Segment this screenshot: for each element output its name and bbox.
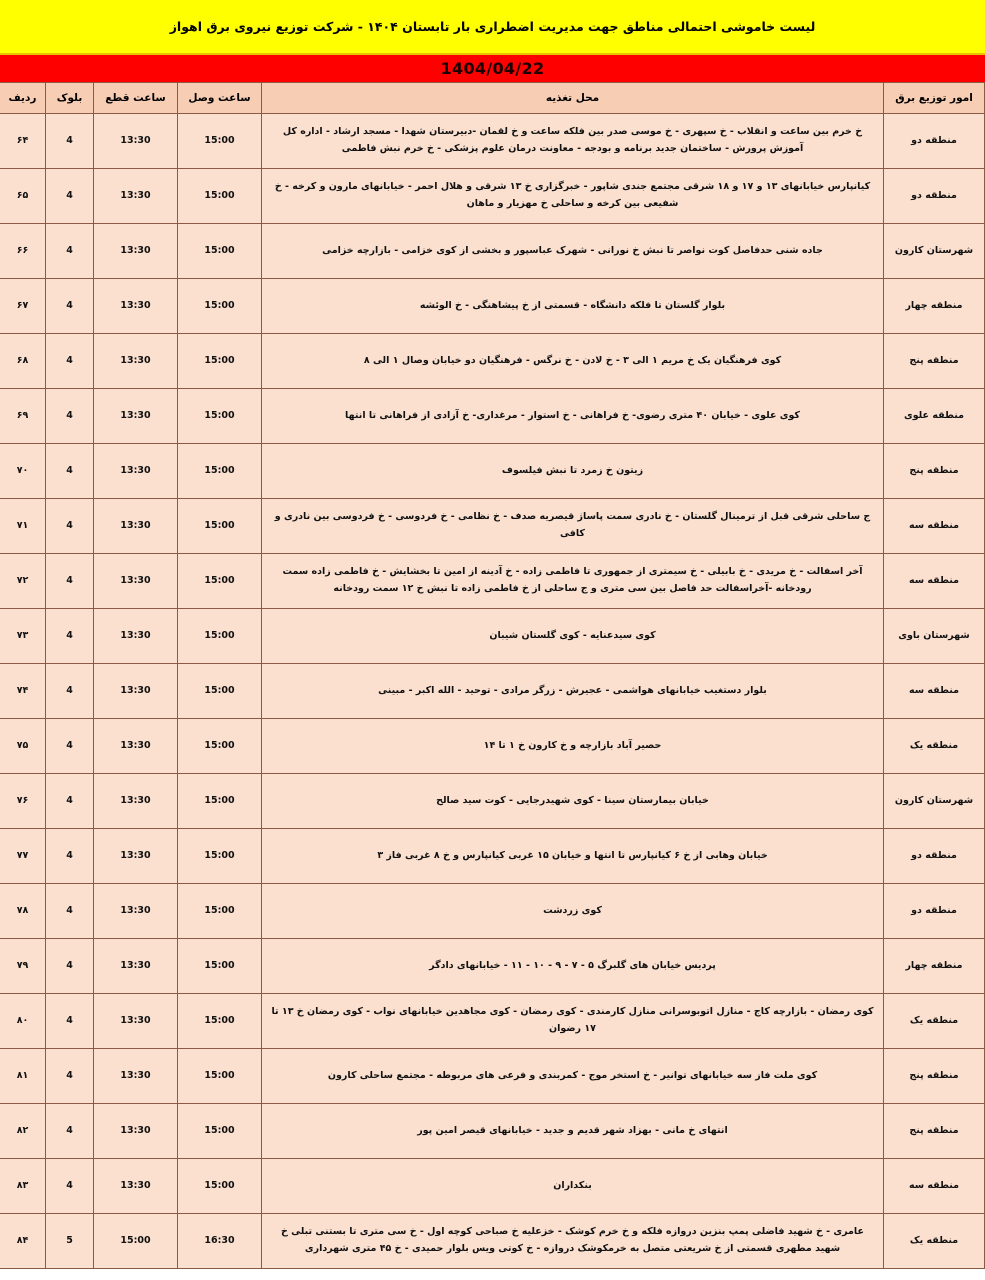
cell-outage-time: 13:30 <box>94 609 178 664</box>
cell-block: 4 <box>46 114 94 169</box>
cell-distribution-office: منطقه پنج <box>884 334 985 389</box>
cell-feed-location: ج ساحلی شرقی قبل از ترمینال گلستان - خ نادری سمت پاساژ قیصریه صدف - خ نظامی - خ فردوسی - خ فردوسی بین نادری و کافی <box>262 499 884 554</box>
cell-restore-time: 15:00 <box>178 169 262 224</box>
cell-block: 5 <box>46 1214 94 1269</box>
cell-restore-time: 15:00 <box>178 1104 262 1159</box>
cell-outage-time: 13:30 <box>94 114 178 169</box>
column-header-distribution-office: امور توزیع برق <box>884 83 985 114</box>
cell-outage-time: 13:30 <box>94 1104 178 1159</box>
cell-distribution-office: منطقه سه <box>884 499 985 554</box>
cell-feed-location: کیانپارس خیابانهای ۱۳ و ۱۷ و ۱۸ شرقی مجتمع جندی شاپور - خبرگزاری خ ۱۳ شرقی و هلال احمر - خیابانهای مارون و کرخه - خ شفیعی بین کرخه و ساحلی خ مهزیار و ماهان <box>262 169 884 224</box>
cell-block: 4 <box>46 939 94 994</box>
cell-restore-time: 15:00 <box>178 279 262 334</box>
cell-distribution-office: منطقه یک <box>884 994 985 1049</box>
page-title: لیست خاموشی احتمالی مناطق جهت مدیریت اضطراری بار تابستان ۱۴۰۴ - شرکت توزیع نیروی برق اهواز <box>169 18 816 34</box>
cell-distribution-office: منطقه یک <box>884 1214 985 1269</box>
cell-feed-location: کوی زردشت <box>262 884 884 939</box>
cell-row-number: ۷۴ <box>0 664 46 719</box>
cell-restore-time: 16:30 <box>178 1214 262 1269</box>
cell-outage-time: 13:30 <box>94 1159 178 1214</box>
cell-outage-time: 13:30 <box>94 279 178 334</box>
cell-feed-location: خیابان وهابی از خ ۶ کیانپارس تا انتها و خیابان ۱۵ غربی کیانپارس و خ ۸ غربی فاز ۳ <box>262 829 884 884</box>
cell-block: 4 <box>46 334 94 389</box>
cell-restore-time: 15:00 <box>178 444 262 499</box>
cell-distribution-office: منطقه علوی <box>884 389 985 444</box>
cell-block: 4 <box>46 444 94 499</box>
cell-restore-time: 15:00 <box>178 334 262 389</box>
table-row <box>0 719 985 774</box>
cell-outage-time: 13:30 <box>94 829 178 884</box>
column-header-feed-location: محل تغذیه <box>262 83 884 114</box>
cell-outage-time: 15:00 <box>94 1214 178 1269</box>
cell-distribution-office: منطقه سه <box>884 664 985 719</box>
cell-row-number: ۶۶ <box>0 224 46 279</box>
cell-row-number: ۷۹ <box>0 939 46 994</box>
table-row <box>0 1159 985 1214</box>
cell-row-number: ۷۶ <box>0 774 46 829</box>
cell-distribution-office: شهرستان کارون <box>884 774 985 829</box>
cell-outage-time: 13:30 <box>94 774 178 829</box>
cell-block: 4 <box>46 499 94 554</box>
cell-distribution-office: منطقه چهار <box>884 939 985 994</box>
cell-block: 4 <box>46 719 94 774</box>
cell-restore-time: 15:00 <box>178 939 262 994</box>
column-header-restore-time: ساعت وصل <box>178 83 262 114</box>
cell-feed-location: کوی سیدعنایه - کوی گلستان شیبان <box>262 609 884 664</box>
cell-feed-location: خیابان بیمارستان سینا - کوی شهیدرجایی - کوت سید صالح <box>262 774 884 829</box>
cell-outage-time: 13:30 <box>94 554 178 609</box>
cell-distribution-office: منطقه دو <box>884 114 985 169</box>
cell-restore-time: 15:00 <box>178 884 262 939</box>
cell-outage-time: 13:30 <box>94 334 178 389</box>
cell-row-number: ۷۲ <box>0 554 46 609</box>
table-row <box>0 939 985 994</box>
table-row <box>0 279 985 334</box>
table-row <box>0 664 985 719</box>
date-banner <box>0 55 985 82</box>
cell-feed-location: آخر اسفالت - خ مریدی - خ بابیلی - خ سیمتری از جمهوری تا فاطمی زاده - خ آدینه از امین تا بخشایش - خ فاطمی زاده سمت رودخانه -آخراسفالت حد فاصل بین سی متری و ج ساحلی از خ فاطمی زاده تا نبش خ ۱۲ سمت رودخانه <box>262 554 884 609</box>
cell-feed-location: انتهای خ مانی - بهزاد شهر قدیم و جدید - خیابانهای قیصر امین پور <box>262 1104 884 1159</box>
cell-feed-location: زیتون خ زمرد تا نبش فیلسوف <box>262 444 884 499</box>
cell-outage-time: 13:30 <box>94 939 178 994</box>
cell-restore-time: 15:00 <box>178 1159 262 1214</box>
title-banner <box>0 0 985 55</box>
cell-distribution-office: منطقه پنج <box>884 1049 985 1104</box>
cell-row-number: ۶۴ <box>0 114 46 169</box>
table-row <box>0 994 985 1049</box>
cell-distribution-office: منطقه دو <box>884 829 985 884</box>
cell-outage-time: 13:30 <box>94 719 178 774</box>
table-row <box>0 114 985 169</box>
column-header-block: بلوک <box>46 83 94 114</box>
cell-row-number: ۷۵ <box>0 719 46 774</box>
table-row <box>0 499 985 554</box>
cell-feed-location: عامری - خ شهید فاضلی پمپ بنزین دروازه فلکه و خ خرم کوشک - خزعلیه خ صباحی کوچه اول - خ سی متری تا بستنی تبلی خ شهید مطهری قسمتی از خ شریعتی متصل به خرمکوشک دروازه - خ کوتی ویس بلوار حمیدی - خ ۴۵ متری شهرداری <box>262 1214 884 1269</box>
cell-outage-time: 13:30 <box>94 994 178 1049</box>
table-row <box>0 334 985 389</box>
cell-block: 4 <box>46 279 94 334</box>
cell-restore-time: 15:00 <box>178 774 262 829</box>
schedule-date: 1404/04/22 <box>440 59 545 78</box>
cell-row-number: ۷۷ <box>0 829 46 884</box>
cell-feed-location: حصیر آباد بازارچه و خ کارون خ ۱ تا ۱۴ <box>262 719 884 774</box>
cell-restore-time: 15:00 <box>178 719 262 774</box>
cell-feed-location: خ خرم بین ساعت و انقلاب - خ سپهری - خ موسی صدر بین فلکه ساعت و خ لقمان -دبیرستان شهدا - مسجد ارشاد - اداره کل آموزش پرورش - ساختمان جدید برنامه و بودجه - معاونت درمان علوم پزشکی - خ خرم نبش فاطمی <box>262 114 884 169</box>
cell-row-number: ۸۱ <box>0 1049 46 1104</box>
cell-block: 4 <box>46 1104 94 1159</box>
cell-outage-time: 13:30 <box>94 664 178 719</box>
table-row <box>0 774 985 829</box>
cell-restore-time: 15:00 <box>178 499 262 554</box>
table-header-row <box>0 83 985 114</box>
cell-restore-time: 15:00 <box>178 389 262 444</box>
cell-block: 4 <box>46 1159 94 1214</box>
cell-distribution-office: منطقه سه <box>884 1159 985 1214</box>
cell-block: 4 <box>46 169 94 224</box>
cell-row-number: ۷۰ <box>0 444 46 499</box>
cell-row-number: ۶۷ <box>0 279 46 334</box>
cell-row-number: ۸۴ <box>0 1214 46 1269</box>
table-row <box>0 224 985 279</box>
cell-row-number: ۶۸ <box>0 334 46 389</box>
cell-feed-location: جاده شنی حدفاصل کوت نواصر تا نبش خ نورانی - شهرک عباسپور و بخشی از کوی خزامی - بازارچه خزامی <box>262 224 884 279</box>
table-row <box>0 1049 985 1104</box>
cell-outage-time: 13:30 <box>94 1049 178 1104</box>
cell-block: 4 <box>46 389 94 444</box>
cell-block: 4 <box>46 1049 94 1104</box>
cell-block: 4 <box>46 994 94 1049</box>
cell-row-number: ۸۰ <box>0 994 46 1049</box>
column-header-outage-time: ساعت قطع <box>94 83 178 114</box>
cell-restore-time: 15:00 <box>178 609 262 664</box>
table-row <box>0 884 985 939</box>
cell-distribution-office: شهرستان کارون <box>884 224 985 279</box>
table-row <box>0 169 985 224</box>
cell-restore-time: 15:00 <box>178 224 262 279</box>
cell-outage-time: 13:30 <box>94 444 178 499</box>
cell-distribution-office: منطقه یک <box>884 719 985 774</box>
cell-restore-time: 15:00 <box>178 554 262 609</box>
table-header <box>0 83 985 114</box>
cell-outage-time: 13:30 <box>94 884 178 939</box>
table-row <box>0 389 985 444</box>
cell-block: 4 <box>46 609 94 664</box>
cell-feed-location: بلوار گلستان تا فلکه دانشگاه - قسمتی از خ پیشاهنگی - خ الوئشه <box>262 279 884 334</box>
cell-restore-time: 15:00 <box>178 664 262 719</box>
cell-feed-location: کوی فرهنگیان یک خ مریم ۱ الی ۳ - خ لادن - خ نرگس - فرهنگیان دو خیابان وصال ۱ الی ۸ <box>262 334 884 389</box>
cell-distribution-office: منطقه پنج <box>884 1104 985 1159</box>
cell-row-number: ۷۳ <box>0 609 46 664</box>
cell-block: 4 <box>46 884 94 939</box>
column-header-row-number: ردیف <box>0 83 46 114</box>
cell-feed-location: کوی رمضان - بازارچه کاج - منازل اتوبوسرانی منازل کارمندی - کوی رمضان - کوی مجاهدین خیابانهای نواب - کوی رمضان خ ۱۳ تا ۱۷ رضوان <box>262 994 884 1049</box>
cell-row-number: ۷۱ <box>0 499 46 554</box>
cell-row-number: ۶۵ <box>0 169 46 224</box>
cell-restore-time: 15:00 <box>178 829 262 884</box>
cell-block: 4 <box>46 224 94 279</box>
cell-row-number: ۷۸ <box>0 884 46 939</box>
cell-restore-time: 15:00 <box>178 114 262 169</box>
cell-outage-time: 13:30 <box>94 389 178 444</box>
cell-feed-location: کوی ملت فاز سه خیابانهای توانیر - خ استخر موج - کمربندی و فرعی های مربوطه - مجتمع ساحلی کارون <box>262 1049 884 1104</box>
table-row <box>0 554 985 609</box>
table-row <box>0 829 985 884</box>
table-row <box>0 444 985 499</box>
cell-distribution-office: منطقه سه <box>884 554 985 609</box>
cell-distribution-office: منطقه دو <box>884 884 985 939</box>
cell-row-number: ۸۳ <box>0 1159 46 1214</box>
cell-feed-location: کوی علوی - خیابان ۴۰ متری رضوی- خ فراهانی - خ استوار - مرغداری- خ آزادی از فراهانی تا انتها <box>262 389 884 444</box>
cell-restore-time: 15:00 <box>178 994 262 1049</box>
cell-row-number: ۸۲ <box>0 1104 46 1159</box>
cell-distribution-office: منطقه چهار <box>884 279 985 334</box>
cell-outage-time: 13:30 <box>94 169 178 224</box>
cell-block: 4 <box>46 774 94 829</box>
cell-outage-time: 13:30 <box>94 224 178 279</box>
outage-table <box>0 82 985 1269</box>
cell-block: 4 <box>46 664 94 719</box>
table-row <box>0 1104 985 1159</box>
cell-row-number: ۶۹ <box>0 389 46 444</box>
cell-feed-location: بلوار دستغیب خیابانهای هواشمی - عجیرش - زرگر مرادی - توحید - الله اکبر - مبینی <box>262 664 884 719</box>
cell-distribution-office: منطقه دو <box>884 169 985 224</box>
cell-outage-time: 13:30 <box>94 499 178 554</box>
cell-feed-location: بنکداران <box>262 1159 884 1214</box>
cell-distribution-office: شهرستان باوی <box>884 609 985 664</box>
table-body <box>0 114 985 1269</box>
cell-restore-time: 15:00 <box>178 1049 262 1104</box>
cell-feed-location: پردیس خیابان های گلبرگ ۵ - ۷ - ۹ - ۱۰ - ۱۱ - خیابانهای دادگر <box>262 939 884 994</box>
table-row <box>0 1214 985 1269</box>
table-row <box>0 609 985 664</box>
cell-distribution-office: منطقه پنج <box>884 444 985 499</box>
cell-block: 4 <box>46 829 94 884</box>
cell-block: 4 <box>46 554 94 609</box>
